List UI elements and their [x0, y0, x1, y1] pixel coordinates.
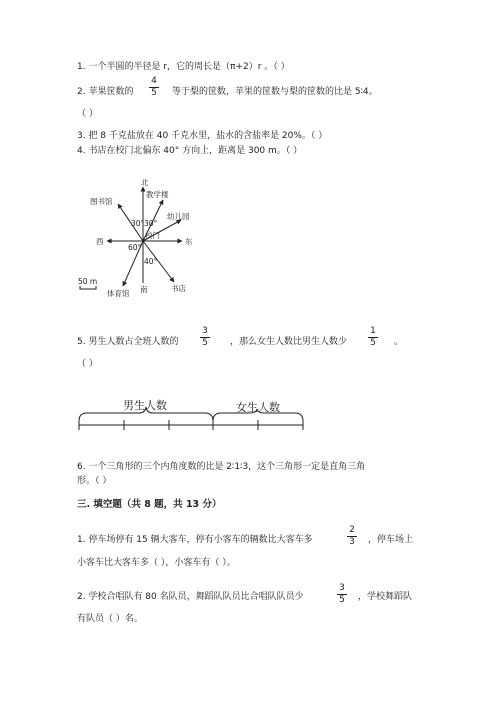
label-boys-count: 男生人数 — [123, 399, 167, 412]
question-5-fraction-1 — [199, 326, 211, 349]
label-west: 西 — [96, 237, 104, 246]
question-3: 3. 把 8 千克盐放在 40 千克水里，盐水的含盐率是 20%。（ ） — [77, 131, 328, 141]
label-south: 南 — [140, 285, 148, 294]
question-2-answer-paren: （ ） — [77, 109, 98, 119]
label-gate: 校门 — [145, 231, 160, 240]
question-5-middle: ，那么女生人数比男生人数少 — [230, 337, 348, 347]
label-angle-60: 60° — [128, 243, 142, 252]
label-teaching-building: 教学楼 — [146, 190, 169, 199]
question-6-line-1: 6. 一个三角形的三个内角度数的比是 2∶1∶3，这个三角形一定是直角三角 — [77, 462, 366, 472]
label-scale: 50 m — [78, 277, 98, 286]
fraction-denominator: 5 — [202, 338, 208, 348]
question-6-line-2: 形。（ ） — [77, 476, 112, 486]
fill-2-suffix: ，学校舞蹈队 — [358, 592, 413, 602]
fill-1-suffix: ，停车场上 — [368, 535, 414, 545]
fill-2-prefix: 2. 学校合唱队有 80 名队员，舞蹈队队员比合唱队队员少 — [77, 592, 304, 602]
question-1: 1. 一个半圆的半径是 r，它的周长是（π+2）r 。（ ） — [77, 62, 290, 72]
label-angle-30-a: 30° — [131, 219, 145, 228]
question-2-suffix: 等于梨的筐数，苹果的筐数与梨的筐数的比是 5∶4。 — [172, 87, 378, 97]
label-gym: 体育馆 — [107, 289, 130, 298]
label-kindergarten: 幼儿园 — [167, 212, 190, 221]
fraction-numerator: 3 — [339, 583, 345, 593]
fraction-denominator: 5 — [339, 595, 345, 605]
question-5-answer-paren: （ ） — [77, 359, 98, 369]
scale-bar — [80, 286, 96, 289]
label-girls-count: 女生人数 — [236, 401, 280, 414]
question-5-suffix: 。 — [394, 337, 404, 347]
fraction-denominator: 5 — [151, 88, 157, 98]
fraction-numerator: 2 — [349, 525, 355, 535]
fraction-denominator: 3 — [349, 537, 355, 547]
fill-2-line-2: 有队员（ ）名。 — [77, 614, 143, 624]
question-2-fraction — [148, 76, 160, 99]
question-2-prefix: 2. 苹果筐数的 — [77, 87, 134, 97]
label-angle-30-b: 30° — [144, 219, 158, 228]
fraction-numerator: 4 — [151, 76, 157, 86]
fill-1-fraction — [346, 525, 358, 548]
fraction-numerator: 3 — [202, 326, 208, 336]
question-4: 4. 书店在校门北偏东 40° 方向上，距离是 300 m。（ ） — [77, 146, 303, 156]
label-library: 图书馆 — [90, 197, 113, 206]
label-bookstore: 书店 — [171, 284, 186, 293]
fraction-denominator: 5 — [370, 338, 376, 348]
fraction-numerator: 1 — [370, 326, 376, 336]
question-5-fraction-2 — [367, 326, 379, 349]
fill-1-prefix: 1. 停车场停有 15 辆大客车，停有小客车的辆数比大客车多 — [77, 535, 313, 545]
label-angle-40: 40° — [144, 257, 158, 266]
question-5-prefix: 5. 男生人数占全班人数的 — [77, 337, 179, 347]
label-east: 东 — [185, 237, 193, 246]
fill-2-fraction — [336, 583, 348, 606]
label-north: 北 — [141, 178, 149, 187]
fill-1-line-2: 小客车比大客车多（ ），小客车有（ ）。 — [77, 558, 236, 568]
section-3-heading: 三. 填空题（共 8 题，共 13 分） — [77, 499, 222, 510]
